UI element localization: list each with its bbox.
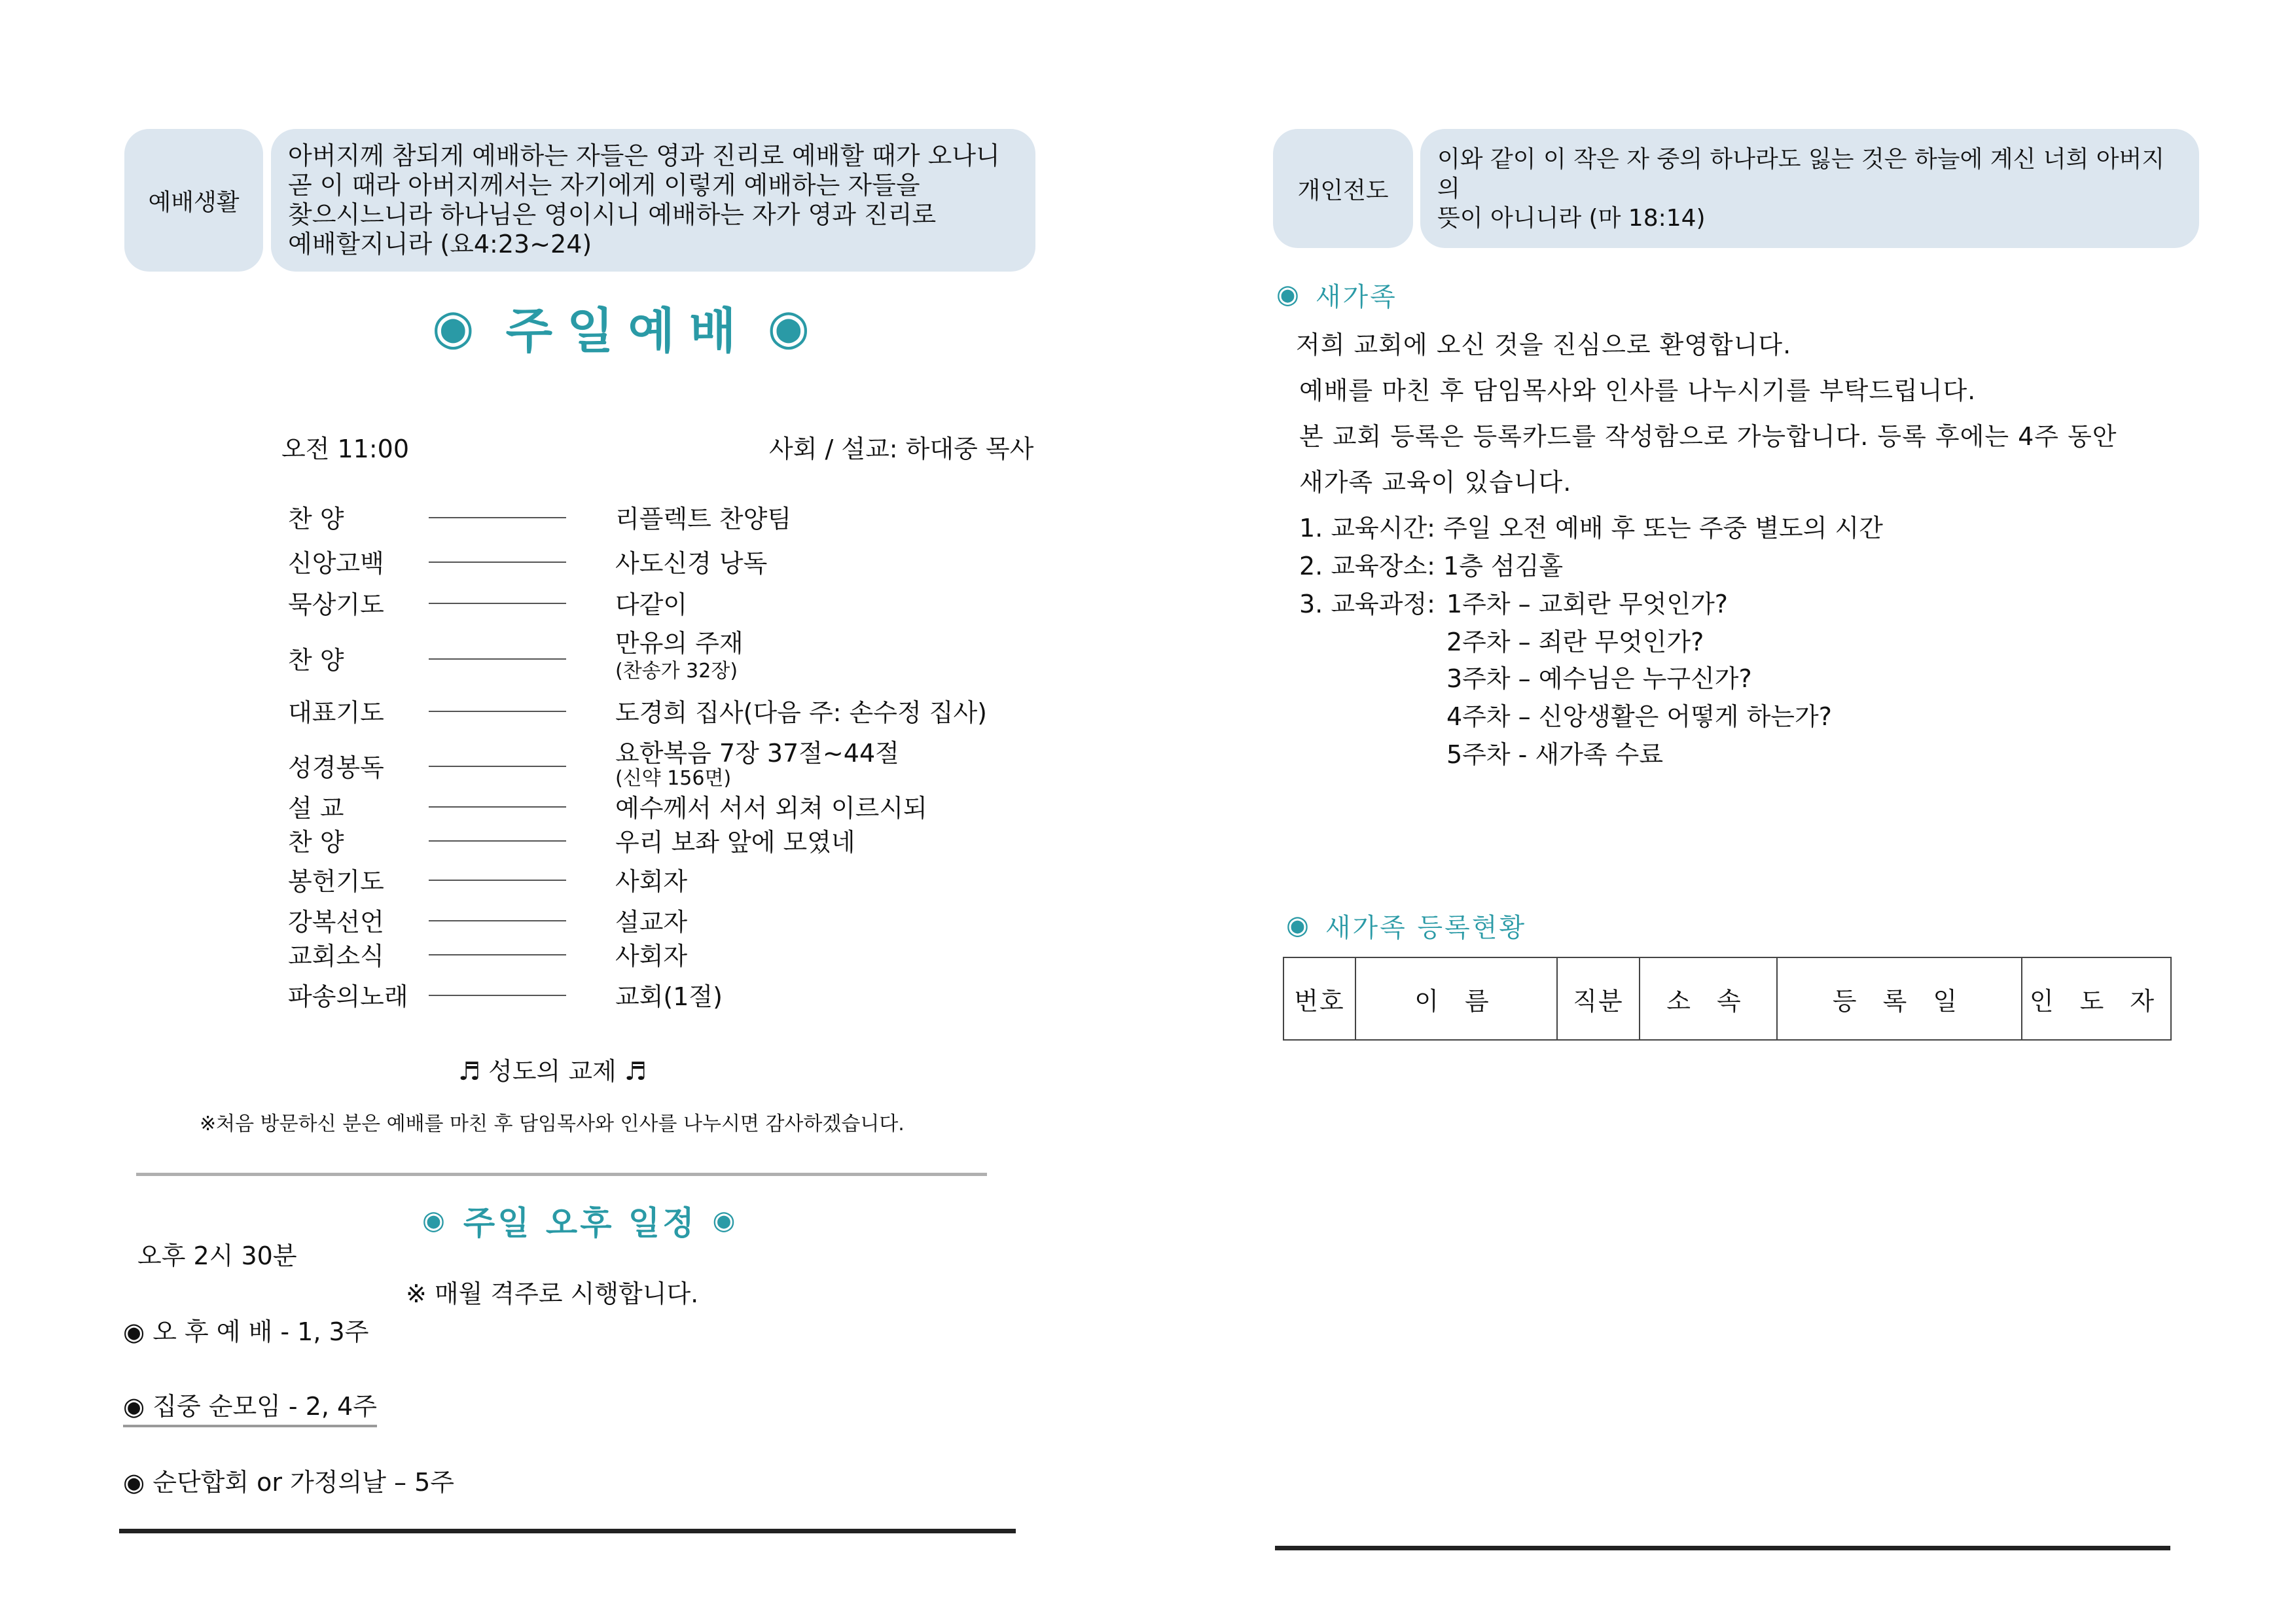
course-item: 3주차 – 예수님은 누구신가? bbox=[1446, 664, 1752, 693]
page-bottom-rule bbox=[1275, 1546, 2170, 1550]
order-row bbox=[288, 623, 1060, 688]
order-leader-line bbox=[429, 711, 566, 712]
evangelism-tag-label: 개인전도 bbox=[1297, 177, 1389, 204]
order-label: 설 교 bbox=[288, 794, 344, 823]
column-header-date: 등 록 일 bbox=[1777, 957, 2022, 1040]
order-leader-line bbox=[429, 954, 566, 955]
title-marker-icon: ◉ bbox=[767, 299, 825, 355]
verse-line: 곧 이 때라 아버지께서는 자기에게 이렇게 예배하는 자들을 bbox=[288, 171, 920, 200]
column-header-position: 직분 bbox=[1557, 957, 1640, 1040]
verse-line: 뜻이 아니니라 (마 18:14) bbox=[1437, 204, 1706, 232]
order-label: 찬 양 bbox=[288, 505, 344, 533]
education-time: 1. 교육시간: 주일 오전 예배 후 또는 주중 별도의 시간 bbox=[1299, 514, 1883, 543]
order-value: 교회(1절) bbox=[615, 982, 723, 1011]
order-row bbox=[288, 902, 1060, 941]
course-item: 1주차 – 교회란 무엇인가? bbox=[1446, 590, 1728, 618]
page-bottom-rule bbox=[119, 1529, 1016, 1533]
new-family-paragraph: 예배를 마친 후 담임목사와 인사를 나누시기를 부탁드립니다. bbox=[1299, 376, 1977, 405]
registration-heading-text: 새가족 등록현황 bbox=[1325, 912, 1527, 943]
order-leader-line bbox=[429, 995, 566, 996]
order-label: 봉헌기도 bbox=[288, 867, 384, 896]
course-item: 2주차 – 죄란 무엇인가? bbox=[1446, 628, 1704, 656]
order-label: 성경봉독 bbox=[288, 753, 384, 782]
order-value: 사회자 bbox=[615, 942, 688, 971]
new-family-paragraph: 본 교회 등록은 등록카드를 작성함으로 가능합니다. 등록 후에는 4주 동안 bbox=[1299, 422, 2117, 451]
order-value: 만유의 주재 bbox=[615, 629, 744, 658]
afternoon-title bbox=[422, 1198, 738, 1243]
order-label: 찬 양 bbox=[288, 828, 344, 857]
section-divider bbox=[136, 1173, 987, 1176]
order-row bbox=[288, 499, 1060, 538]
order-label: 대표기도 bbox=[288, 698, 384, 727]
order-label: 신앙고백 bbox=[288, 549, 384, 578]
afternoon-note: ※ 매월 격주로 시행합니다. bbox=[406, 1279, 699, 1308]
order-label: 파송의노래 bbox=[288, 982, 408, 1011]
fellowship-line: ♬ 성도의 교제 ♬ bbox=[458, 1057, 647, 1086]
order-value: 우리 보좌 앞에 모였네 bbox=[615, 828, 855, 857]
afternoon-item: ◉ 집중 순모임 - 2, 4주 bbox=[123, 1386, 377, 1427]
sunday-service-title bbox=[432, 298, 824, 357]
order-row bbox=[288, 692, 1060, 732]
order-leader-line bbox=[429, 920, 566, 921]
registration-table bbox=[1283, 957, 2172, 1041]
new-family-heading bbox=[1276, 275, 1397, 314]
column-header-group: 소 속 bbox=[1640, 957, 1777, 1040]
title-marker-icon: ◉ bbox=[712, 1205, 738, 1236]
title-marker-icon: ◉ bbox=[422, 1205, 448, 1236]
registration-header-row bbox=[1283, 957, 2171, 1040]
column-header-name: 이 름 bbox=[1355, 957, 1557, 1040]
new-family-heading-text: 새가족 bbox=[1315, 281, 1397, 312]
order-value: 도경희 집사(다음 주: 손수정 집사) bbox=[615, 698, 987, 727]
order-row bbox=[288, 861, 1060, 901]
worship-life-tag bbox=[124, 129, 263, 272]
course-item: 5주차 - 새가족 수료 bbox=[1446, 740, 1664, 769]
order-leader-line bbox=[429, 840, 566, 842]
afternoon-time: 오후 2시 30분 bbox=[137, 1241, 297, 1270]
visitor-note: ※처음 방문하신 분은 예배를 마친 후 담임목사와 인사를 나누시면 감사하겠습니다. bbox=[200, 1113, 905, 1135]
course-item: 4주차 – 신앙생활은 어떻게 하는가? bbox=[1446, 702, 1832, 731]
order-note: (신약 156면) bbox=[615, 767, 732, 790]
education-place: 2. 교육장소: 1층 섬김홀 bbox=[1299, 552, 1564, 580]
order-note: (찬송가 32장) bbox=[615, 660, 738, 683]
order-value: 사회자 bbox=[615, 867, 688, 896]
order-value: 예수께서 서서 외쳐 이르시되 bbox=[615, 794, 927, 823]
order-leader-line bbox=[429, 603, 566, 604]
order-row bbox=[288, 976, 1060, 1016]
order-leader-line bbox=[429, 658, 566, 660]
column-header-guide: 인 도 자 bbox=[2022, 957, 2171, 1040]
order-row bbox=[288, 788, 1060, 827]
evangelism-tag bbox=[1273, 129, 1413, 248]
column-header-number: 번호 bbox=[1283, 957, 1355, 1040]
afternoon-item: ◉ 오 후 예 배 - 1, 3주 bbox=[123, 1317, 369, 1346]
order-label: 묵상기도 bbox=[288, 590, 384, 619]
heading-marker-icon: ◉ bbox=[1276, 279, 1301, 310]
verse-line: 예배할지니라 (요4:23~24) bbox=[288, 230, 592, 259]
afternoon-title-text: 주일 오후 일정 bbox=[463, 1204, 697, 1242]
service-leader: 사회 / 설교: 하대중 목사 bbox=[769, 435, 1034, 463]
order-row bbox=[288, 543, 1060, 582]
order-row bbox=[288, 584, 1060, 624]
order-leader-line bbox=[429, 562, 566, 563]
new-family-paragraph: 새가족 교육이 있습니다. bbox=[1299, 468, 1572, 497]
order-label: 찬 양 bbox=[288, 646, 344, 675]
order-leader-line bbox=[429, 517, 566, 518]
worship-life-verse bbox=[271, 129, 1035, 272]
order-value: 리플렉트 찬양팀 bbox=[615, 505, 792, 533]
verse-line: 이와 같이 이 작은 자 중의 하나라도 잃는 것은 하늘에 계신 너희 아버지의 bbox=[1437, 145, 2165, 202]
verse-line: 아버지께 참되게 예배하는 자들은 영과 진리로 예배할 때가 오나니 bbox=[288, 141, 1000, 170]
service-time: 오전 11:00 bbox=[281, 435, 410, 463]
registration-heading bbox=[1286, 906, 1526, 945]
new-family-paragraph: 저희 교회에 오신 것을 진심으로 환영합니다. bbox=[1296, 330, 1792, 359]
evangelism-verse bbox=[1420, 129, 2199, 248]
order-label: 강복선언 bbox=[288, 908, 384, 936]
order-label: 교회소식 bbox=[288, 942, 384, 971]
education-course-label: 3. 교육과정: bbox=[1299, 590, 1435, 618]
title-marker-icon: ◉ bbox=[432, 299, 489, 355]
worship-life-tag-label: 예배생활 bbox=[148, 188, 240, 216]
order-value: 설교자 bbox=[615, 908, 688, 936]
order-value: 요한복음 7장 37절~44절 bbox=[615, 739, 899, 768]
heading-marker-icon: ◉ bbox=[1286, 910, 1311, 940]
order-value: 사도신경 낭독 bbox=[615, 549, 768, 578]
order-leader-line bbox=[429, 880, 566, 881]
afternoon-item: ◉ 순단합회 or 가정의날 – 5주 bbox=[123, 1468, 454, 1497]
sunday-service-title-text: 주일예배 bbox=[505, 303, 751, 359]
order-leader-line bbox=[429, 806, 566, 808]
order-value: 다같이 bbox=[615, 590, 688, 619]
verse-line: 찾으시느니라 하나님은 영이시니 예배하는 자가 영과 진리로 bbox=[288, 200, 937, 229]
order-row bbox=[288, 822, 1060, 861]
order-row bbox=[288, 936, 1060, 975]
order-leader-line bbox=[429, 766, 566, 767]
